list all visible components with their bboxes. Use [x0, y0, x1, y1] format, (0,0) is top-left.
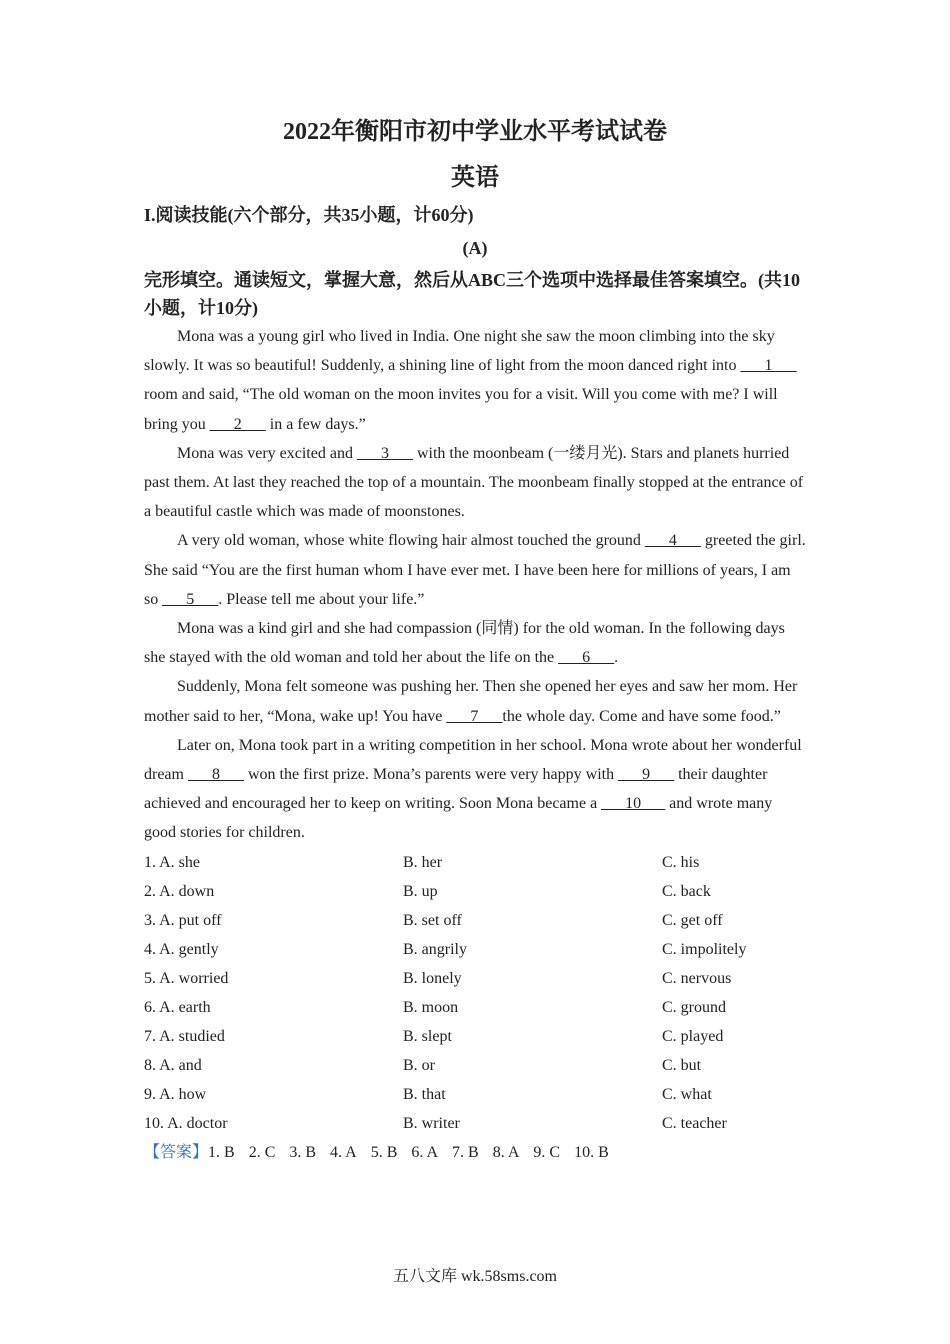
- blank-2: ___2___: [209, 415, 266, 433]
- option-a: 4. A. gently: [144, 940, 219, 958]
- option-b: B. set off: [403, 911, 462, 929]
- option-b: B. moon: [403, 998, 459, 1016]
- text-run: room and said, “The old woman on the moon invites you for a visit. Will you come with me? I will bring you: [144, 386, 778, 433]
- option-c: C. ground: [662, 998, 726, 1016]
- text-run: Mona was very excited and: [177, 444, 357, 462]
- passage-paragraph-2: [144, 439, 806, 527]
- text-run: Mona was a kind girl and she had compassion (同情) for the old woman. In the following days she stayed with the old woman and told her about the life on the: [144, 620, 785, 667]
- blank-6: ___6___: [558, 649, 615, 667]
- text-run: Suddenly, Mona felt someone was pushing her. Then she opened her eyes and saw her mom. Her mother said to her, “Mona, wake up! You have: [144, 678, 798, 725]
- option-c: C. get off: [662, 911, 723, 929]
- answer-item: 9. C: [533, 1143, 561, 1161]
- option-c: C. his: [662, 853, 700, 871]
- option-c: C. but: [662, 1056, 702, 1074]
- text-run: Mona was a young girl who lived in India. One night she saw the moon climbing into the sky slowly. It was so beautiful! Suddenly, a shining line of light from the moon danced right into: [144, 328, 775, 375]
- answer-item: 6. A: [411, 1143, 439, 1161]
- passage-paragraph-3: [144, 526, 806, 614]
- option-row: [144, 935, 806, 964]
- option-a: 8. A. and: [144, 1056, 202, 1074]
- options-list: [144, 848, 806, 1138]
- option-b: B. that: [403, 1085, 446, 1103]
- blank-9: ___9___: [618, 766, 675, 784]
- text-run: A very old woman, whose white flowing hair almost touched the ground: [177, 532, 645, 550]
- text-run: their daughter achieved and encouraged her to keep on writing. Soon Mona became a: [144, 766, 768, 813]
- option-a: 7. A. studied: [144, 1027, 225, 1045]
- option-b: B. slept: [403, 1027, 452, 1045]
- option-a: 2. A. down: [144, 882, 215, 900]
- blank-4: ___4___: [644, 532, 701, 550]
- answer-item: 3. B: [289, 1143, 317, 1161]
- option-a: 9. A. how: [144, 1085, 207, 1103]
- option-c: C. nervous: [662, 969, 732, 987]
- option-c: C. impolitely: [662, 940, 747, 958]
- option-c: C. what: [662, 1085, 712, 1103]
- option-b: B. angrily: [403, 940, 467, 958]
- option-a: 5. A. worried: [144, 969, 229, 987]
- text-run: won the first prize. Mona’s parents were very happy with: [243, 766, 619, 784]
- answer-tag: 【答案】: [144, 1143, 209, 1161]
- option-a: 3. A. put off: [144, 911, 222, 929]
- passage-paragraph-1: [144, 322, 806, 439]
- option-a: 6. A. earth: [144, 998, 211, 1016]
- passage-paragraph-6: [144, 731, 806, 848]
- answer-item: 1. B: [208, 1143, 235, 1161]
- option-row: [144, 877, 806, 906]
- text-run: and wrote many good stories for children.: [144, 795, 773, 842]
- option-row: [144, 993, 806, 1022]
- option-b: B. lonely: [403, 969, 462, 987]
- option-row: [144, 1109, 806, 1138]
- text-run: the whole day. Come and have some food.”: [502, 707, 781, 725]
- text-run: . Please tell me about your life.”: [218, 590, 425, 608]
- instruction-text: 完形填空。通读短文，掌握大意，然后从ABC三个选项中选择最佳答案填空。(共10小题，计10分): [144, 270, 800, 318]
- section-heading: I.阅读技能(六个部分，共35小题，计60分): [144, 205, 474, 225]
- document-page: [144, 112, 806, 1167]
- blank-7: ___7___: [446, 707, 503, 725]
- text-run: in a few days.”: [265, 415, 366, 433]
- blank-1: ___1___: [740, 357, 797, 375]
- footer-watermark: 五八文库 wk.58sms.com: [392, 1268, 557, 1285]
- option-c: C. played: [662, 1027, 724, 1045]
- option-b: B. her: [403, 853, 443, 871]
- text-run: Later on, Mona took part in a writing competition in her school. Mona wrote about her wonderful dream: [144, 736, 802, 784]
- option-row: [144, 848, 806, 877]
- option-b: B. writer: [403, 1114, 460, 1132]
- text-run: greeted the girl. She said “You are the first human whom I have ever met. I have been here for millions of years, I am so: [144, 532, 806, 608]
- answer-item: 10. B: [574, 1143, 609, 1161]
- answer-line: [144, 1138, 806, 1167]
- answer-item: 8. A: [492, 1143, 520, 1161]
- answer-items: [208, 1144, 623, 1161]
- option-row: [144, 1022, 806, 1051]
- text-run: with the moonbeam (一缕月光). Stars and planets hurried past them. At last they reached the top of a mountain. The moonbeam finally stopped at the entrance of a beautiful castle which was made of moonstones.: [144, 444, 804, 521]
- answer-item: 4. A: [330, 1143, 357, 1161]
- option-b: B. up: [403, 882, 438, 900]
- option-row: [144, 964, 806, 993]
- answer-item: 2. C: [248, 1143, 276, 1161]
- answer-item: 7. B: [452, 1143, 479, 1161]
- option-row: [144, 906, 806, 935]
- blank-3: ___3___: [356, 444, 413, 462]
- option-row: [144, 1080, 806, 1109]
- option-row: [144, 1051, 806, 1080]
- exam-title: 2022年衡阳市初中学业水平考试试卷: [283, 119, 667, 145]
- option-c: C. teacher: [662, 1114, 727, 1132]
- passage-paragraph-5: [144, 672, 806, 730]
- option-a: 1. A. she: [144, 853, 200, 871]
- text-run: .: [614, 649, 619, 667]
- blank-5: ___5___: [162, 590, 219, 608]
- blank-8: ___8___: [187, 766, 244, 784]
- option-b: B. or: [403, 1056, 435, 1074]
- exam-subject: 英语: [451, 165, 499, 191]
- option-a: 10. A. doctor: [144, 1114, 228, 1132]
- part-heading: (A): [462, 238, 488, 258]
- option-c: C. back: [662, 882, 711, 900]
- answer-item: 5. B: [370, 1143, 398, 1161]
- passage-paragraph-4: [144, 614, 806, 672]
- blank-10: ___10___: [601, 795, 666, 813]
